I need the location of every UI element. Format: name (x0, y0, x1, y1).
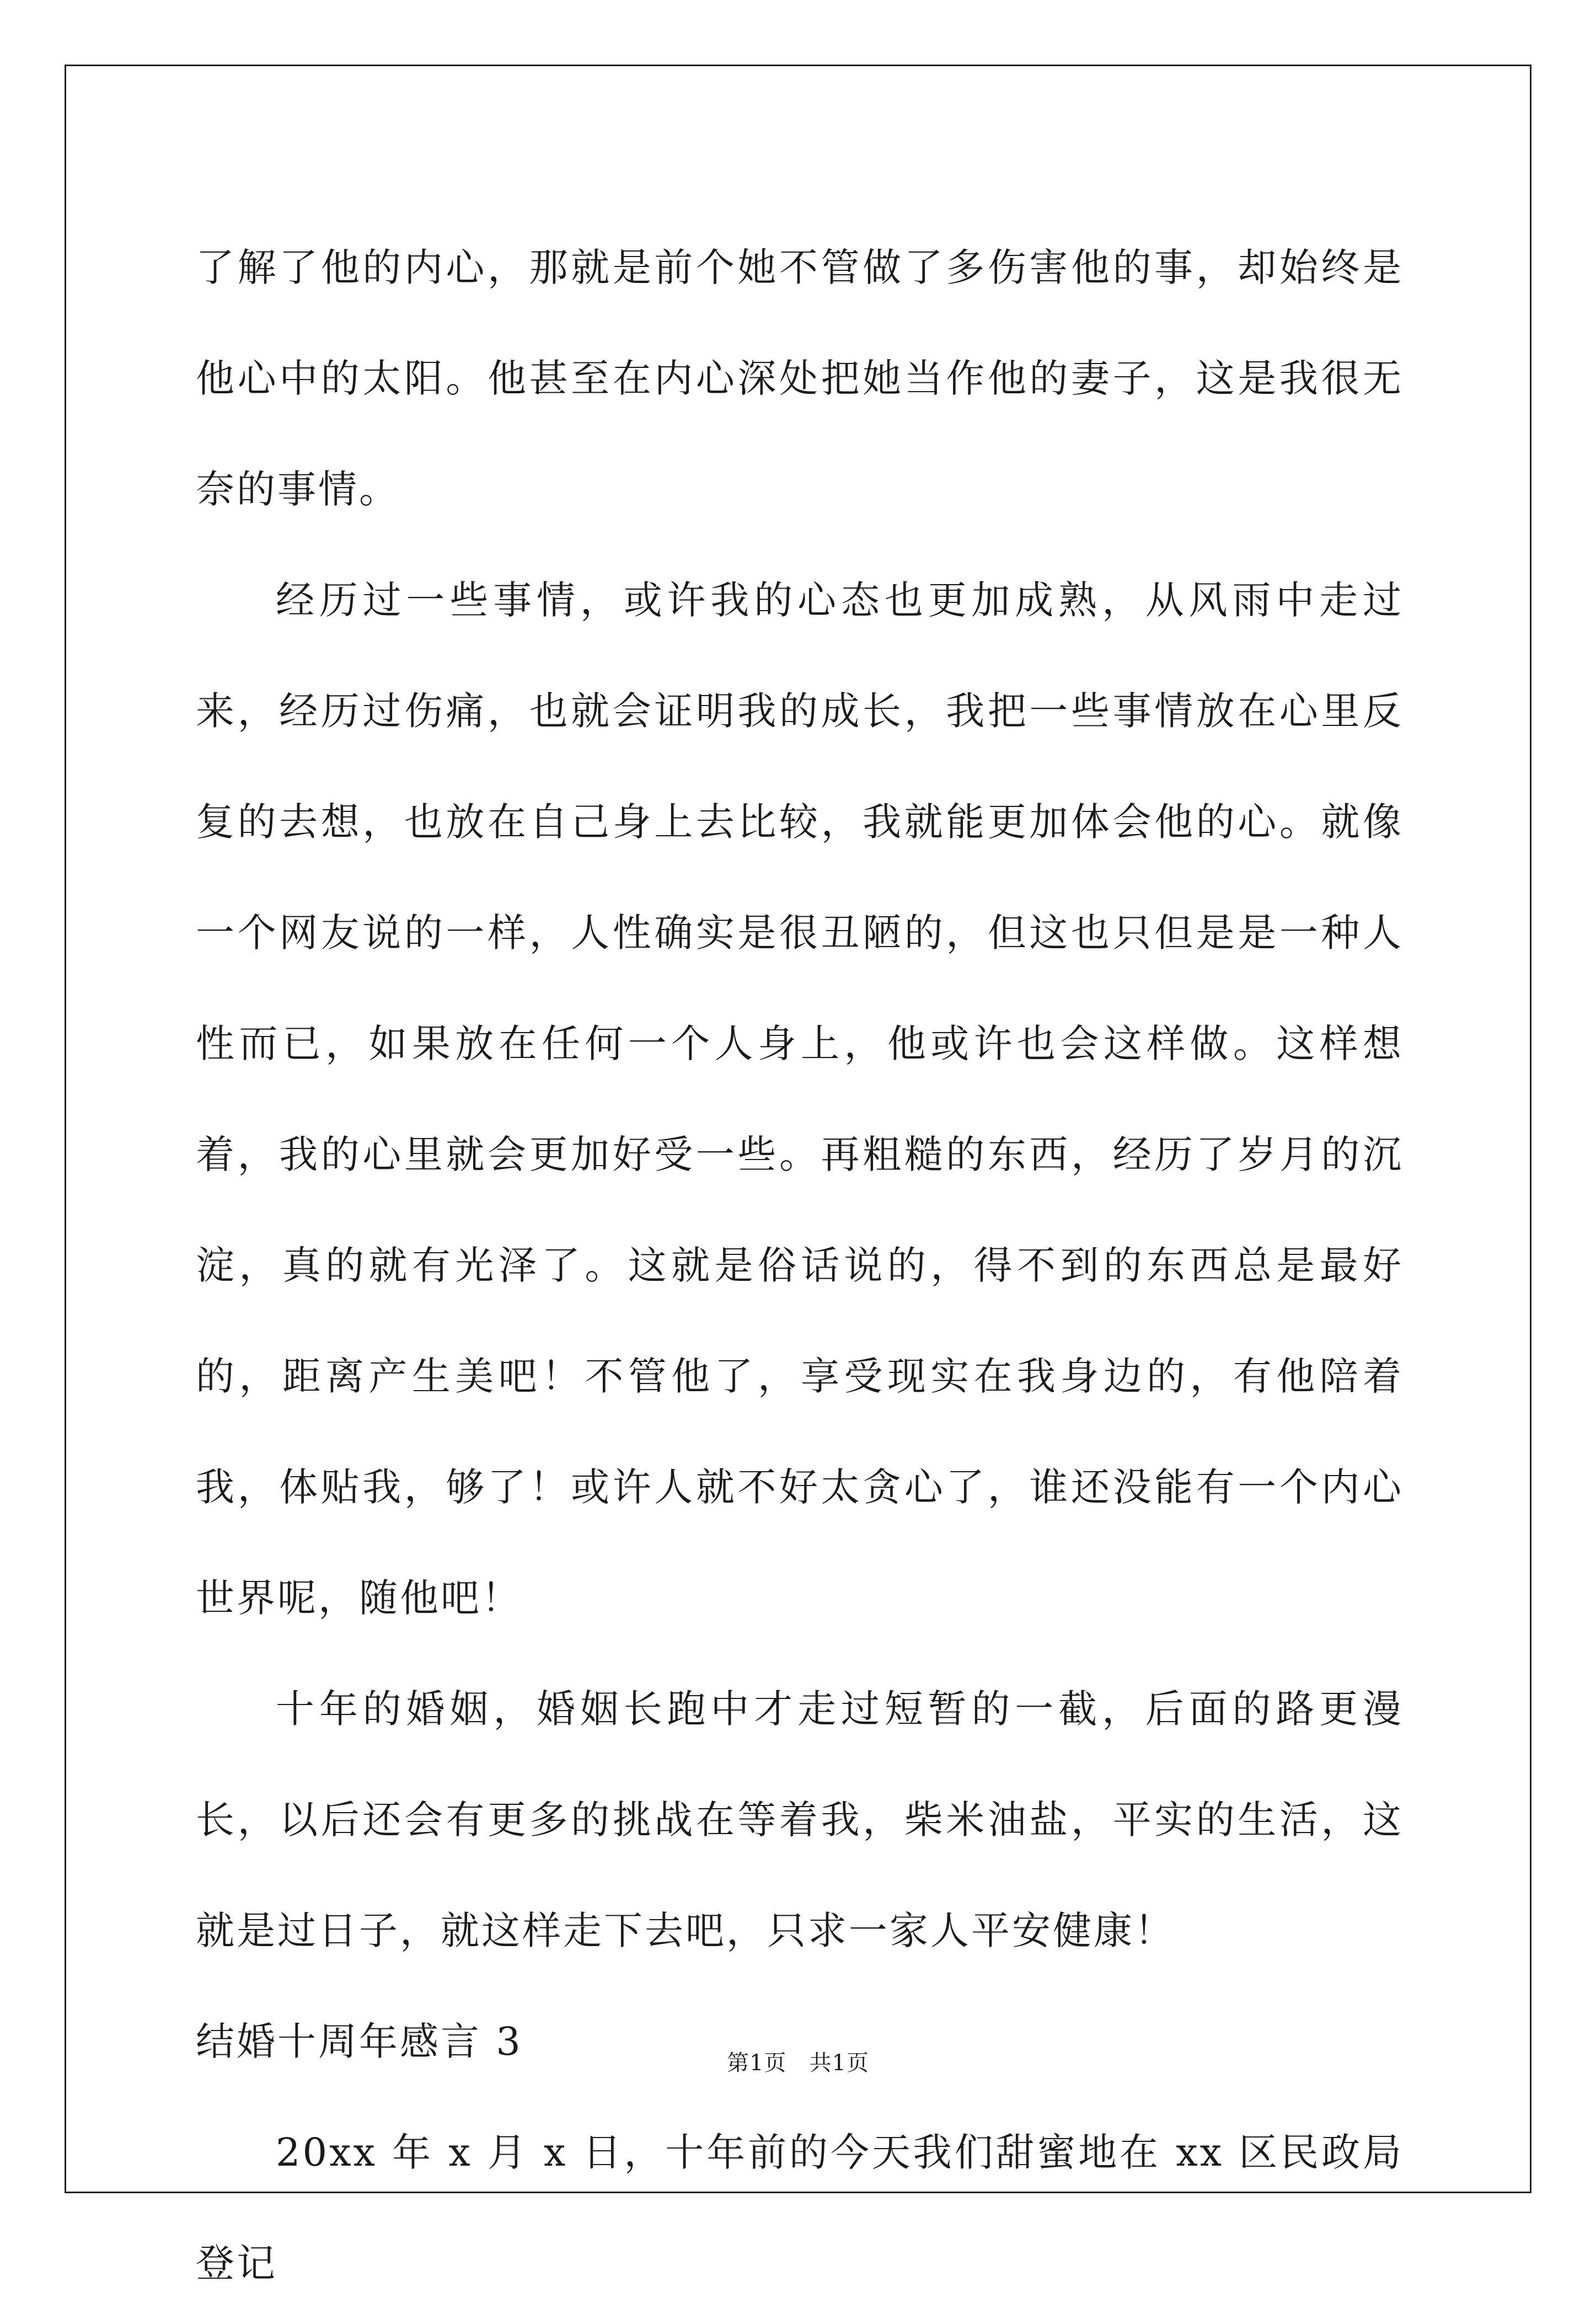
page-footer: 第1页 共1页 (726, 2050, 870, 2076)
paragraph-2: 经历过一些事情，或许我的心态也更加成熟，从风雨中走过来，经历过伤痛，也就会证明我的成长，我把一些事情放在心里反复的去想，也放在自己身上去比较，我就能更加体会他的心。就像一个网友说的一样，人性确实是很丑陋的，但这也只但是是一种人性而已，如果放在任何一个人身上，他或许也会这样做。这样想着，我的心里就会更加好受一些。再粗糙的东西，经历了岁月的沉淀，真的就有光泽了。这就是俗话说的，得不到的东西总是最好的，距离产生美吧！不管他了，享受现实在我身边的，有他陪着我，体贴我，够了！或许人就不好太贪心了，谁还没能有一个内心世界呢，随他吧！ (196, 578, 1404, 1621)
paragraph-4: 20xx 年 x 月 x 日，十年前的今天我们甜蜜地在 xx 区民政局登记 (196, 2130, 1404, 2286)
paragraph-3: 十年的婚姻，婚姻长跑中才走过短暂的一截，后面的路更漫长，以后还会有更多的挑战在等着我，柴米油盐，平实的生活，这就是过日子，就这样走下去吧，只求一家人平安健康！ (196, 1686, 1404, 1953)
section-title: 结婚十周年感言 3 (196, 2019, 523, 2064)
document-body (196, 212, 1404, 2319)
paragraph-1: 了解了他的内心，那就是前个她不管做了多伤害他的事，却始终是他心中的太阳。他甚至在内心深处把她当作他的妻子，这是我很无奈的事情。 (196, 245, 1404, 512)
